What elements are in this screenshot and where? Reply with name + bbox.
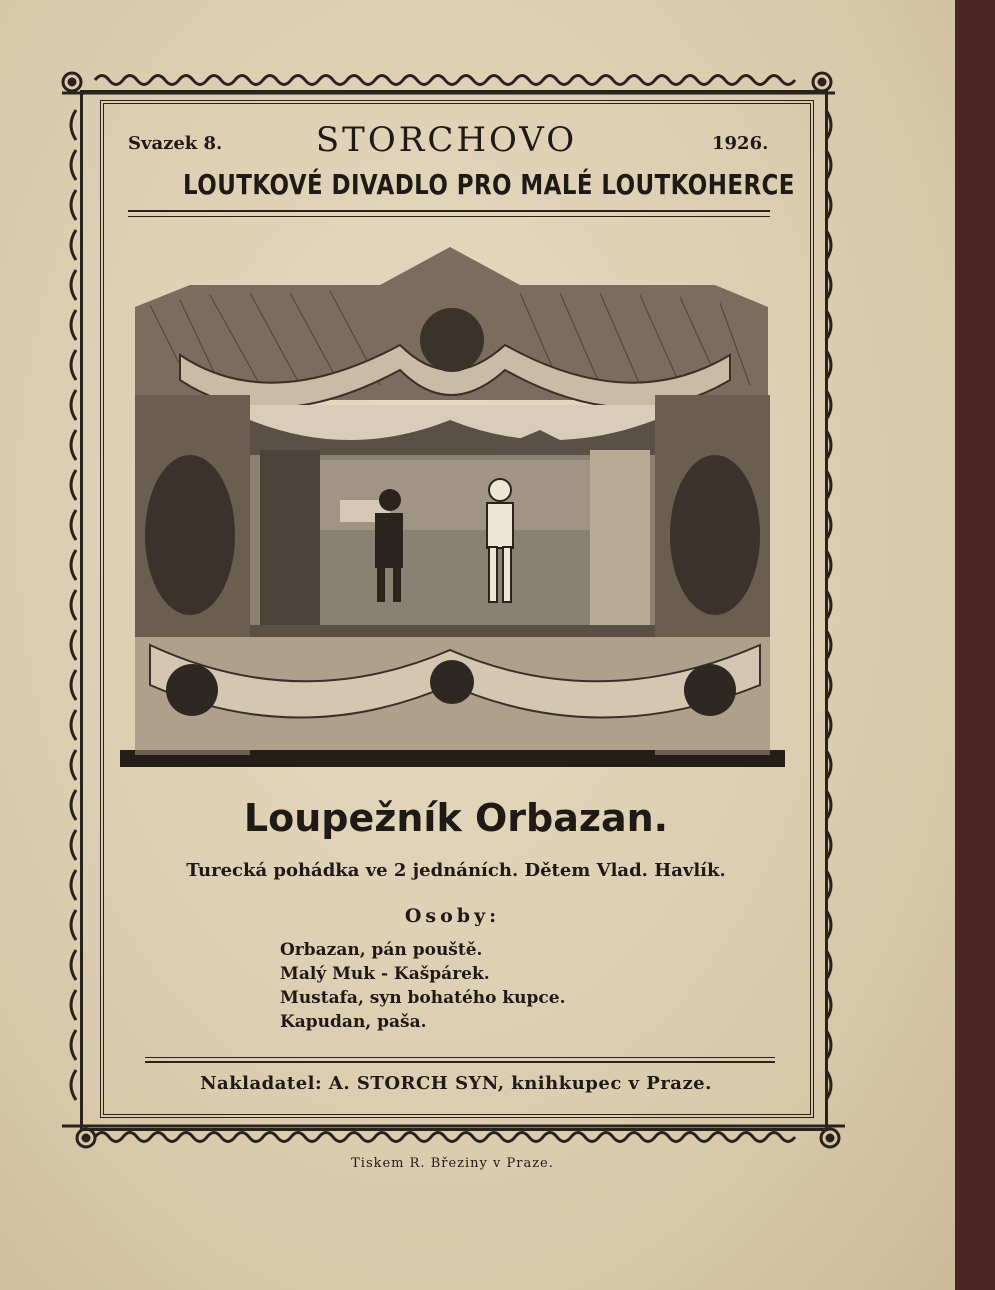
footer-rule	[145, 1057, 775, 1058]
cast-item: Orbazan, pán pouště.	[280, 940, 483, 960]
series-title: LOUTKOVÉ DIVADLO PRO MALÉ LOUTKOHERCE	[183, 168, 795, 201]
play-title: Loupežník Orbazan.	[243, 796, 669, 840]
cast-item: Kapudan, paša.	[280, 1012, 427, 1032]
title-rule-thin	[128, 216, 770, 217]
volume-label: Svazek 8.	[128, 133, 223, 154]
footer-rule-thick	[145, 1061, 775, 1063]
publisher-line: Nakladatel: A. STORCH SYN, knihkupec v Praze.	[200, 1073, 712, 1094]
title-rule	[128, 210, 770, 212]
play-description: Turecká pohádka ve 2 jednáních. Dětem Vlad. Havlík.	[186, 860, 726, 881]
background-edge	[955, 0, 995, 1290]
year-label: 1926.	[712, 133, 769, 154]
publisher-heading: STORCHOVO	[315, 120, 578, 160]
cast-item: Mustafa, syn bohatého kupce.	[280, 988, 566, 1008]
printer-line: Tiskem R. Březiny v Praze.	[351, 1156, 554, 1171]
cast-heading: Osoby:	[404, 905, 501, 927]
puppet-theater-illustration	[120, 245, 785, 767]
cast-item: Malý Muk - Kašpárek.	[280, 964, 490, 984]
